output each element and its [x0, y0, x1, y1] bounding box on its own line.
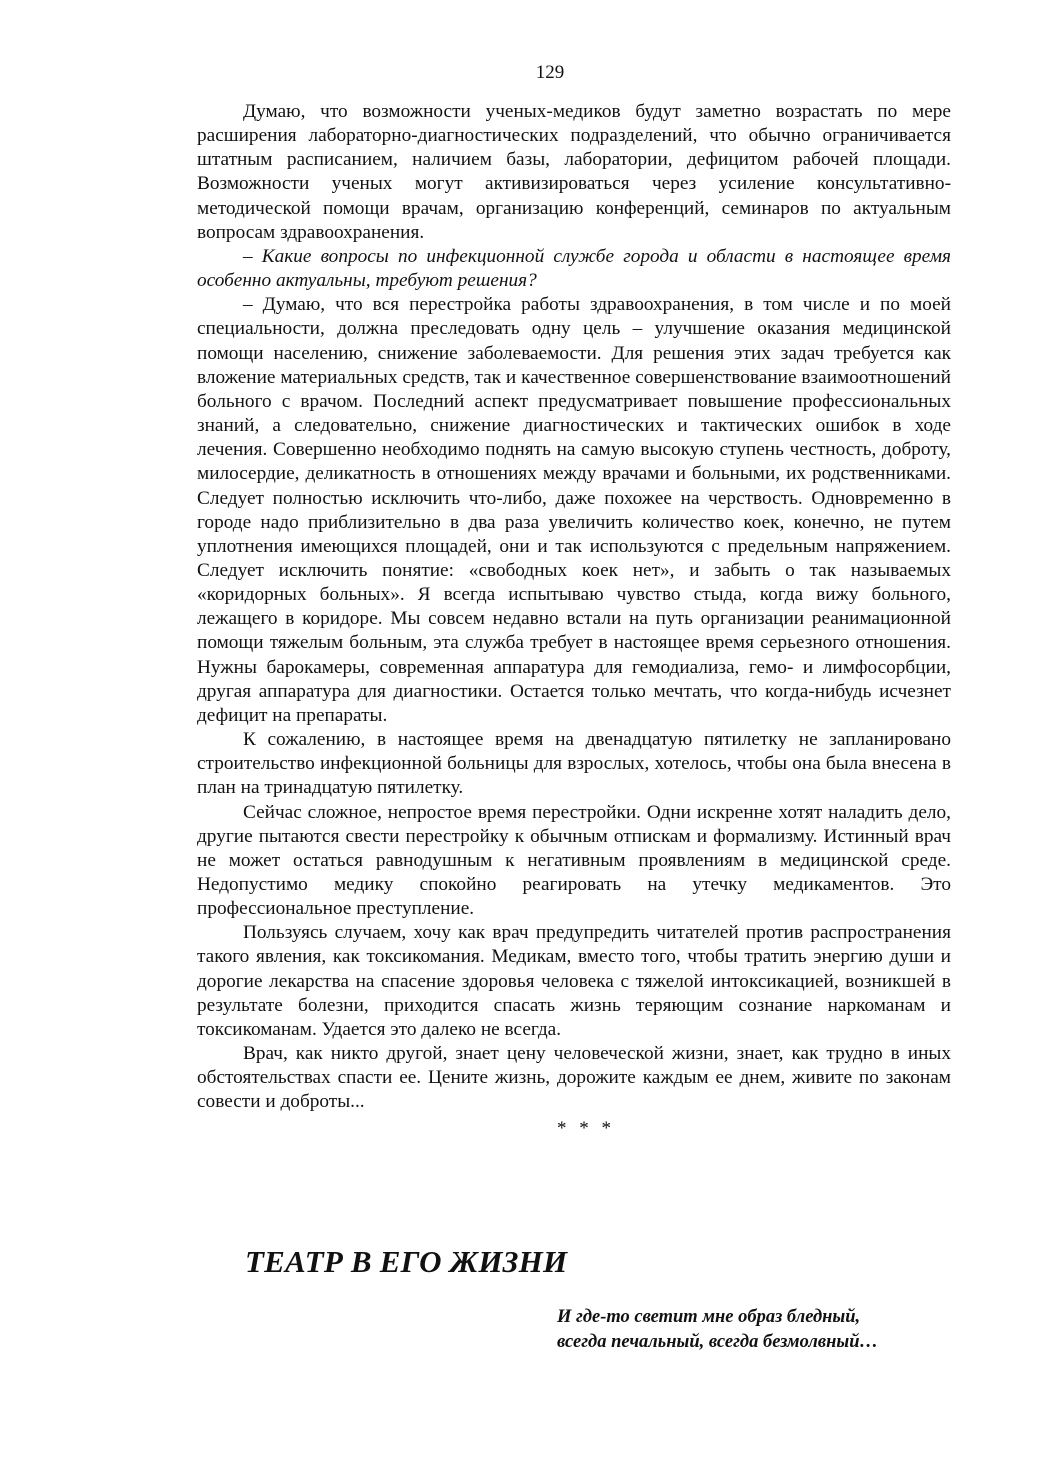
- epigraph: [557, 1305, 878, 1355]
- paragraph: – Думаю, что вся перестройка работы здравоохранения, в том числе и по моей специальности, должна преследовать одну цель – улучшение оказания медицинской помощи населению, снижение заболеваемости. Для решения этих задач требуется как вложение материальных средств, так и качественное совершенствование взаимоотношений больного с врачом. Последний аспект предусматривает повышение профессиональных знаний, а следовательно, снижение диагностических и тактических ошибок в ходе лечения. Совершенно необходимо поднять на самую высокую ступень честность, доброту, милосердие, деликатность в отношениях между врачами и больными, их родственниками. Следует полностью исключить что-либо, даже похожее на черствость. Одновременно в городе надо приблизительно в два раза увеличить количество коек, конечно, не путем уплотнения имеющихся площадей, они и так используются с предельным напряжением. Следует исключить понятие: «свободных коек нет», и забыть о так называемых «коридорных больных». Я всегда испытываю чувство стыда, когда вижу больного, лежащего в коридоре. Мы совсем недавно встали на путь организации реанимационной помощи тяжелым больным, эта служба требует в настоящее время серьезного отношения. Нужны барокамеры, современная аппаратура для гемодиализа, гемо- и лимфосорбции, другая аппаратура для диагностики. Остается только мечтать, что когда-нибудь исчезнет дефицит на препараты.: [197, 294, 951, 726]
- epigraph-line: всегда печальный, всегда безмолвный…: [557, 1332, 879, 1352]
- paragraph: Думаю, что возможности ученых-медиков будут заметно возрастать по мере расширения лабораторно-диагностических подразделений, что обычно ограничивается штатным расписанием, наличием базы, лаборатории, дефицитом рабочей площади. Возможности ученых могут активизироваться через усиление консультативно-методической помощи врачам, организацию конференций, семинаров по актуальным вопросам здравоохранения.: [197, 101, 951, 243]
- epigraph-line: И где-то светит мне образ бледный,: [557, 1307, 861, 1327]
- page-number: 129: [535, 62, 565, 83]
- paragraph: К сожалению, в настоящее время на двенадцатую пятилетку не запланировано строительство инфекционной больницы для взрослых, хотелось, чтобы она была внесена в план на тринадцатую пятилетку.: [197, 729, 951, 799]
- chapter-title: ТЕАТР В ЕГО ЖИЗНИ: [245, 1244, 568, 1279]
- paragraph: Сейчас сложное, непростое время перестройки. Одни искренне хотят наладить дело, другие пытаются свести перестройку к обычным отпискам и формализму. Истинный врач не может остаться равнодушным к негативным проявлениям в медицинской среде. Недопустимо медику спокойно реагировать на утечку медикаментов. Это профессиональное преступление.: [197, 801, 951, 920]
- section-separator: * * *: [557, 1117, 615, 1139]
- paragraph: Врач, как никто другой, знает цену человеческой жизни, знает, как трудно в иных обстоятельствах спасти ее. Цените жизнь, дорожите каждым ее днем, живите по законам совести и доброты...: [197, 1043, 951, 1113]
- article-body: [197, 100, 951, 1141]
- paragraph: Пользуясь случаем, хочу как врач предупредить читателей против распространения такого явления, как токсикомания. Медикам, вместо того, чтобы тратить энергию души и дорогие лекарства на спасение здоровья человека с тяжелой интоксикацией, возникшей в результате болезни, приходится спасать жизнь теряющим сознание наркоманам и токсикоманам. Удается это далеко не всегда.: [197, 922, 951, 1040]
- interview-question: – Какие вопросы по инфекционной службе города и области в настоящее время особенно актуальны, требуют решения?: [197, 245, 951, 292]
